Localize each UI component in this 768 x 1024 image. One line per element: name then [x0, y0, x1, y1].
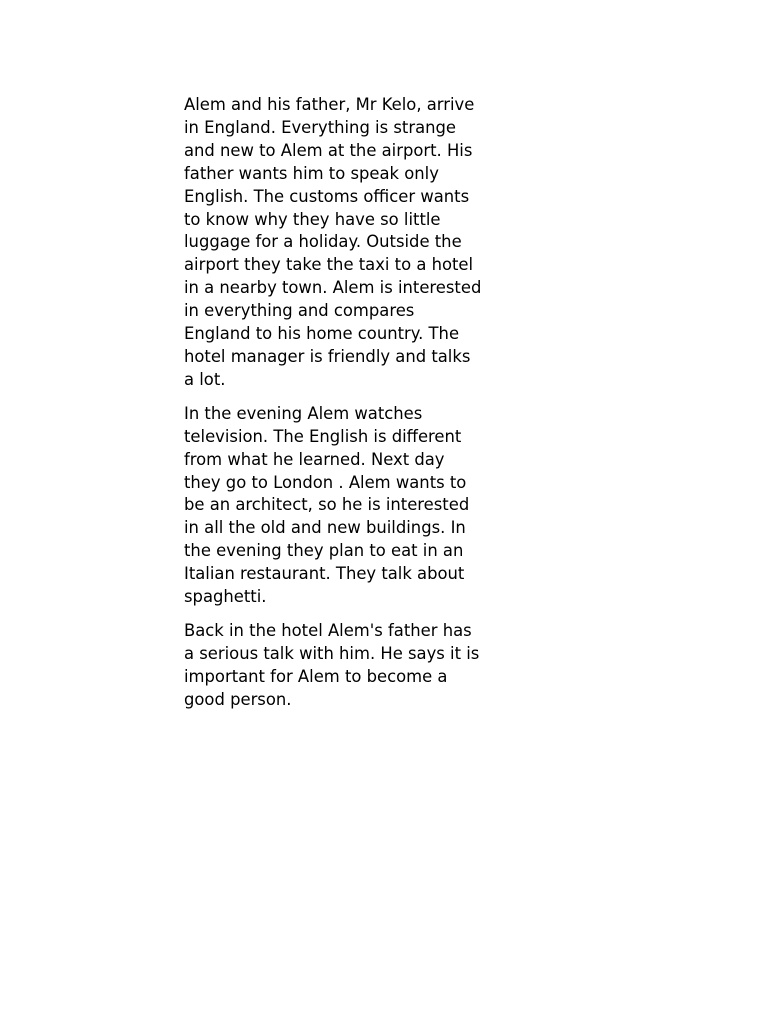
text-line: and new to Alem at the airport. His — [184, 140, 473, 160]
text-line: Alem and his father, Mr Kelo, arrive — [184, 95, 475, 114]
paragraph-arrival — [184, 94, 534, 392]
text-line: they go to London . Alem wants to — [184, 472, 467, 492]
text-line: luggage for a holiday. Outside the — [184, 232, 462, 252]
paragraph-london — [184, 403, 534, 609]
text-line: from what he learned. Next day — [184, 449, 445, 469]
text-line: father wants him to speak only — [184, 163, 439, 183]
text-line: be an architect, so he is interested — [184, 495, 470, 515]
text-line: the evening they plan to eat in an — [184, 541, 464, 561]
text-line: in a nearby town. Alem is interested — [184, 278, 482, 298]
text-line: in all the old and new buildings. In — [184, 518, 466, 538]
text-line: in everything and compares — [184, 301, 415, 321]
text-line: hotel manager is friendly and talks — [184, 346, 471, 366]
text-line: England to his home country. The — [184, 324, 460, 344]
text-line: in England. Everything is strange — [184, 117, 456, 137]
text-line: important for Alem to become a — [184, 666, 448, 686]
text-line: a serious talk with him. He says it is — [184, 643, 480, 663]
text-line: Back in the hotel Alem's father has — [184, 620, 472, 640]
text-line: to know why they have so little — [184, 209, 441, 229]
text-line: English. The customs officer wants — [184, 186, 470, 206]
text-line: television. The English is different — [184, 426, 462, 446]
text-line: spaghetti. — [184, 587, 267, 607]
story-text — [184, 94, 534, 723]
paragraph-serious-talk — [184, 620, 534, 712]
text-line: Italian restaurant. They talk about — [184, 564, 465, 584]
text-line: a lot. — [184, 369, 226, 389]
text-line: In the evening Alem watches — [184, 403, 423, 423]
text-line: good person. — [184, 689, 292, 709]
text-line: airport they take the taxi to a hotel — [184, 255, 474, 275]
